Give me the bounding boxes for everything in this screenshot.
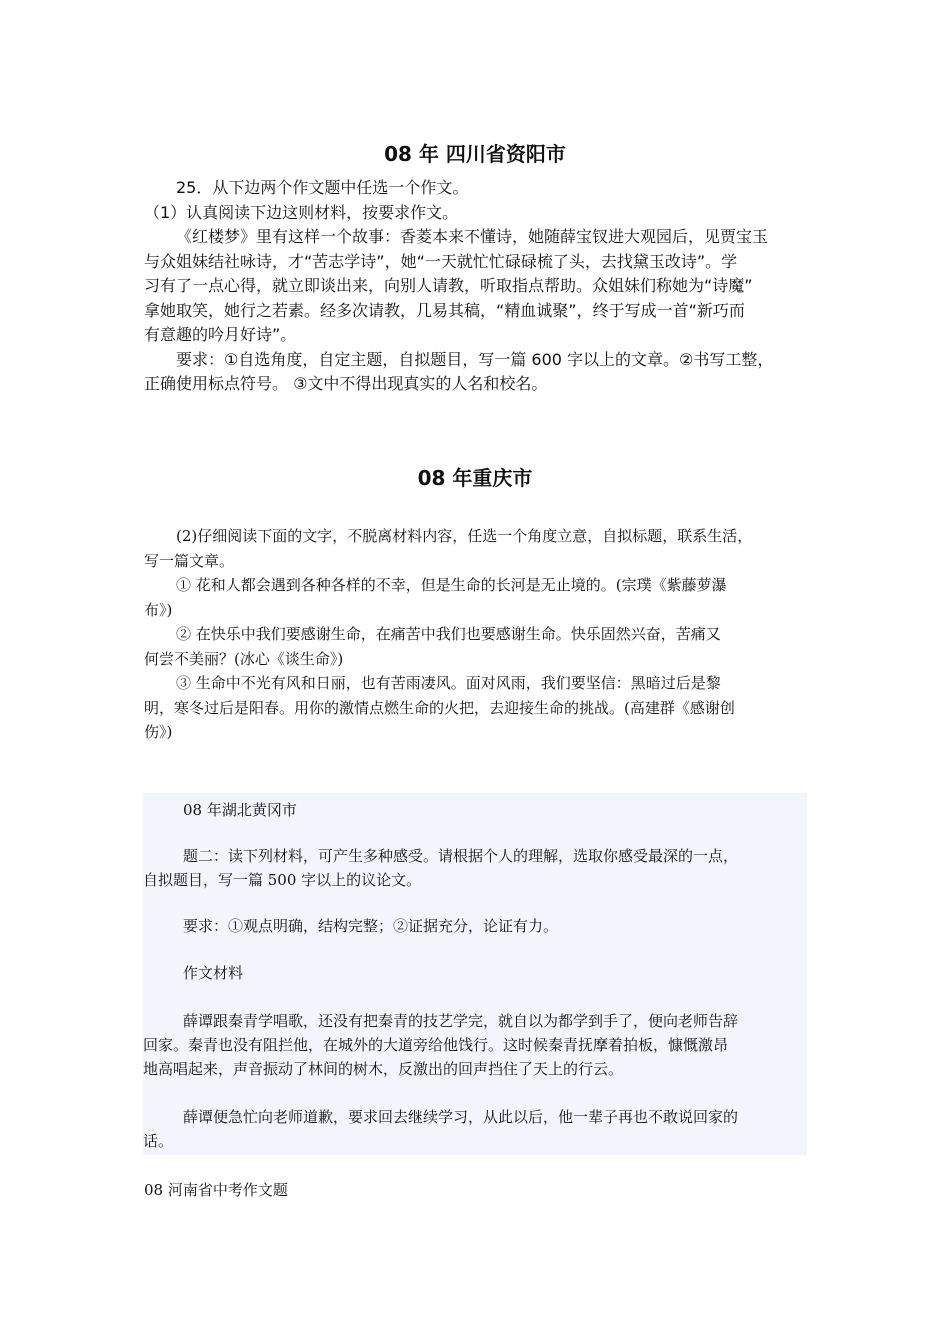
story-line: 薛谭便急忙向老师道歉，要求回去继续学习，从此以后，他一辈子再也不敢说回家的 xyxy=(183,1108,739,1126)
story-line: 拿她取笑，她行之若素。经多次请教，几易其稿，“精血诚聚”，终于写成一首“新巧而 xyxy=(144,300,745,320)
requirement-line: 正确使用标点符号。 ③文中不得出现真实的人名和校名。 xyxy=(144,374,548,393)
quote-line: 明，寒冬过后是阳春。用你的激情点燃生命的火把，去迎接生命的挑战。(高建群《感谢创 xyxy=(144,698,735,717)
story-line: 有意趣的吟月好诗”。 xyxy=(144,325,297,344)
requirement-line: 要求：①观点明确，结构完整；②证据充分，论证有力。 xyxy=(183,917,559,935)
quote-line: ① 花和人都会遇到各种各样的不幸，但是生命的长河是无止境的。(宗璞《紫藤萝瀑 xyxy=(176,576,727,594)
quote-line: 布》) xyxy=(144,600,173,619)
quote-line: ② 在快乐中我们要感谢生命，在痛苦中我们也要感谢生命。快乐固然兴奋，苦痛又 xyxy=(176,625,721,643)
story-line: 话。 xyxy=(143,1132,174,1150)
material-label: 作文材料 xyxy=(183,964,244,982)
sichuan-body xyxy=(144,176,809,397)
story-line: 薛谭跟秦青学唱歌，还没有把秦青的技艺学完，就自以为都学到手了，便向老师告辞 xyxy=(183,1012,739,1030)
section-title-sichuan: 08 年 四川省资阳市 xyxy=(384,142,566,166)
quote-line: ③ 生命中不光有风和日丽，也有苦雨凄风。面对风雨，我们要坚信：黑暗过后是黎 xyxy=(176,674,721,692)
story-line: 与众姐妹结社咏诗，才“苦志学诗”，她“一天就忙忙碌碌梳了头，去找黛玉改诗”。学 xyxy=(144,251,738,271)
quote-line: 何尝不美丽？(冰心《谈生命》) xyxy=(144,649,344,668)
requirement-line: 要求：①自选角度，自定主题，自拟题目，写一篇 600 字以上的文章。②书写工整， xyxy=(176,349,774,369)
question-line: 25．从下边两个作文题中任选一个作文。 xyxy=(176,178,469,197)
sub-question-line: （1）认真阅读下边这则材料，按要求作文。 xyxy=(144,202,459,222)
chongqing-body xyxy=(144,524,809,745)
story-line: 《红楼梦》里有这样一个故事：香菱本来不懂诗，她随薛宝钗进大观园后，见贾宝玉 xyxy=(176,227,769,246)
story-line: 回家。秦青也没有阻拦他，在城外的大道旁给他饯行。这时候秦青抚摩着拍板，慷慨激昂 xyxy=(143,1036,729,1054)
section-heading-hubei: 08 年湖北黄冈市 xyxy=(183,801,297,819)
story-line: 习有了一点心得，就立即谈出来，向别人请教，听取指点帮助。众姐妹们称她为“诗魔” xyxy=(144,276,753,295)
section-heading-henan: 08 河南省中考作文题 xyxy=(144,1181,288,1199)
quote-line: 伤》) xyxy=(144,723,173,741)
topic-line: 题二：读下列材料，可产生多种感受。请根据个人的理解，选取你感受最深的一点， xyxy=(183,847,739,865)
section-title-chongqing: 08 年重庆市 xyxy=(417,466,533,490)
prompt-line: 写一篇文章。 xyxy=(144,551,235,570)
prompt-line: (2)仔细阅读下面的文字，不脱离材料内容，任选一个角度立意，自拟标题，联系生活， xyxy=(176,527,753,545)
hubei-shaded-block xyxy=(143,793,807,1155)
topic-line: 自拟题目，写一篇 500 字以上的议论文。 xyxy=(143,871,422,889)
story-line: 地高唱起来，声音振动了林间的树木，反激出的回声挡住了天上的行云。 xyxy=(143,1060,624,1078)
